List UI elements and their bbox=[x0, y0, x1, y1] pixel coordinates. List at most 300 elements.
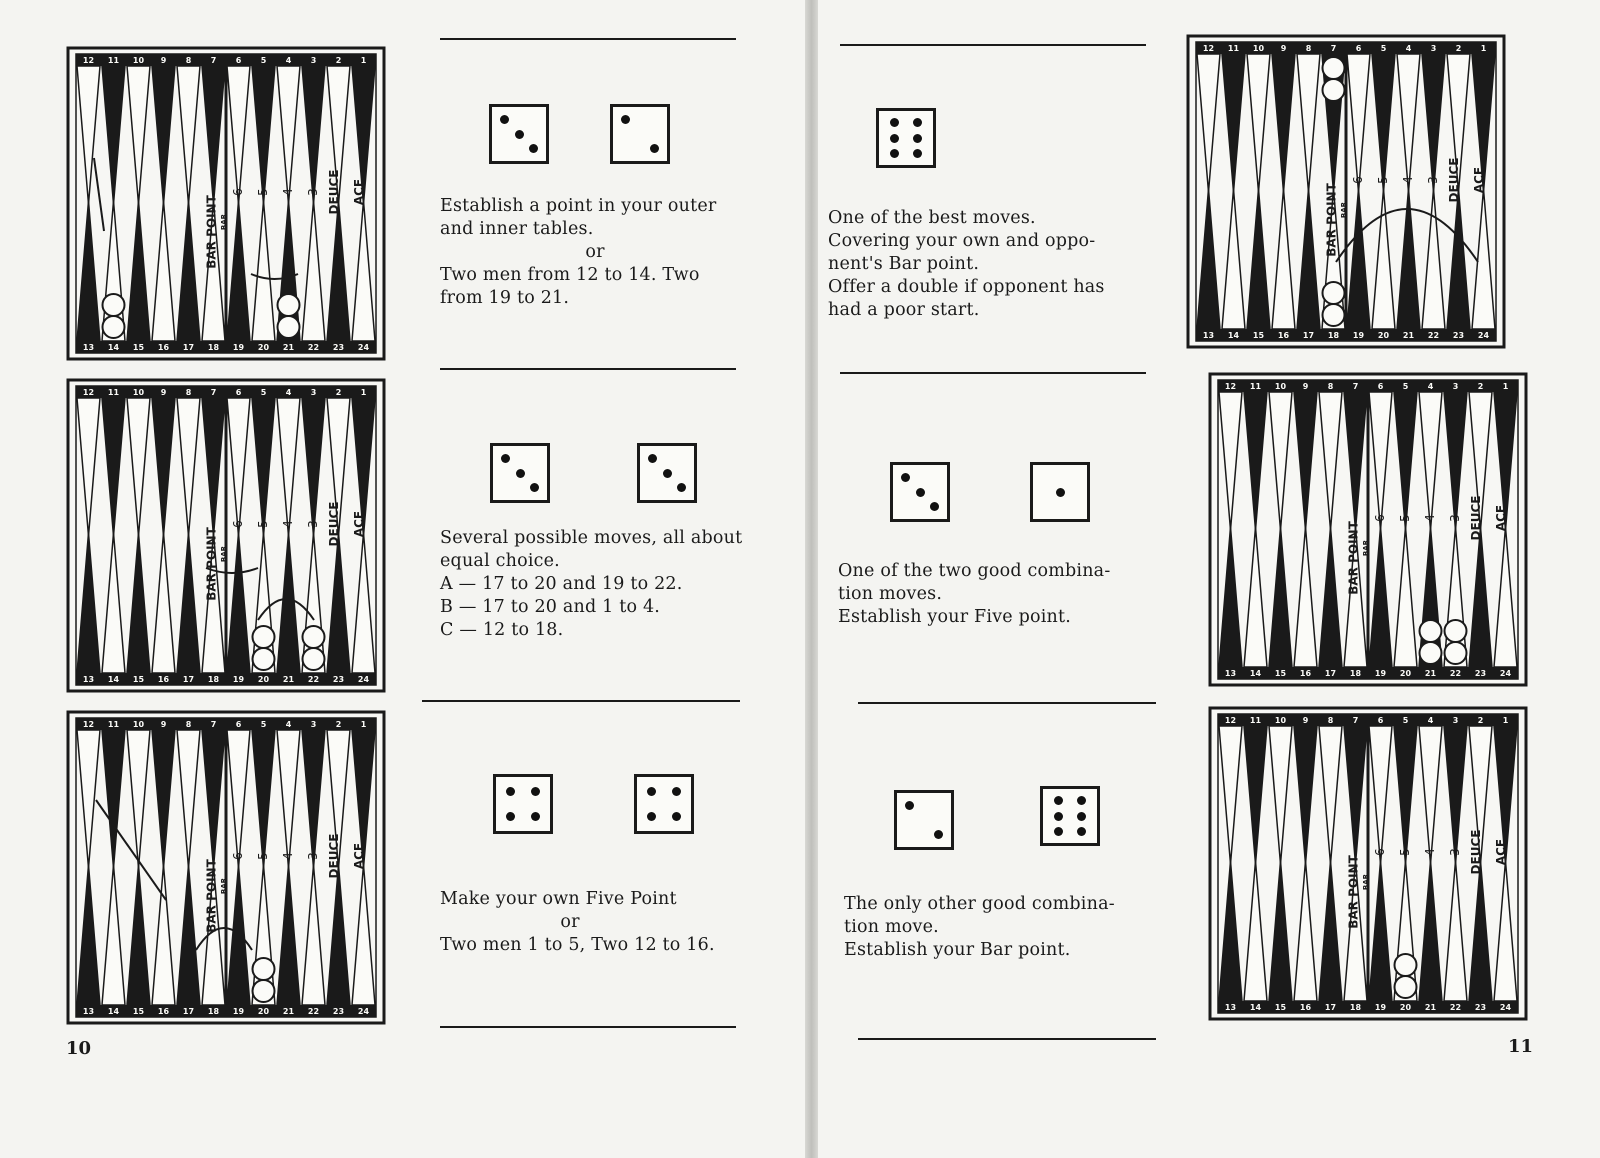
point-number-label: 4 bbox=[281, 188, 295, 196]
point-number-label: 18 bbox=[1327, 331, 1340, 340]
bar-label: BAR bbox=[220, 877, 228, 895]
checker bbox=[103, 316, 125, 338]
ace-label: ACE bbox=[1494, 504, 1508, 532]
point-number-label: 2 bbox=[335, 56, 342, 65]
point-number-label: 15 bbox=[132, 343, 145, 352]
point-number-label: 7 bbox=[1352, 382, 1359, 391]
bottom-label-strip bbox=[76, 1005, 376, 1017]
point-number-label: 16 bbox=[1299, 669, 1312, 678]
die-pip bbox=[934, 830, 943, 839]
point-number-label: 18 bbox=[1349, 669, 1362, 678]
die bbox=[876, 108, 936, 168]
checker bbox=[1323, 304, 1345, 326]
point-number-label: 1 bbox=[1480, 44, 1487, 53]
caption-line: Establish your Five point. bbox=[838, 607, 1071, 627]
point-number-label: 6 bbox=[1373, 848, 1387, 856]
die-pip bbox=[531, 812, 540, 821]
point-number-label: 2 bbox=[335, 388, 342, 397]
point-number-label: 9 bbox=[160, 56, 167, 65]
die-pip bbox=[1054, 796, 1063, 805]
point-number-label: 5 bbox=[1376, 176, 1390, 184]
point-number-label: 3 bbox=[310, 388, 317, 397]
point-number-label: 9 bbox=[160, 388, 167, 397]
die-pip bbox=[1054, 812, 1063, 821]
caption-line: tion moves. bbox=[838, 584, 943, 604]
point-number-label: 5 bbox=[260, 720, 267, 729]
point-number-label: 21 bbox=[282, 343, 295, 352]
point-number-label: 11 bbox=[1249, 716, 1262, 725]
board-svg bbox=[66, 46, 386, 361]
rule bbox=[858, 702, 1156, 704]
point-number-label: 11 bbox=[1249, 382, 1262, 391]
point-number-label: 22 bbox=[1427, 331, 1440, 340]
point-number-label: 6 bbox=[235, 56, 242, 65]
board-svg bbox=[1208, 706, 1528, 1021]
checker bbox=[278, 294, 300, 316]
bar-point-label: BAR POINT bbox=[1324, 183, 1339, 257]
gutter bbox=[805, 0, 818, 1158]
point-number-label: 22 bbox=[307, 1007, 320, 1016]
deuce-label: DEUCE bbox=[1469, 495, 1483, 541]
die bbox=[1040, 786, 1100, 846]
die-pip bbox=[901, 473, 910, 482]
point-number-label: 6 bbox=[231, 188, 245, 196]
board-svg bbox=[66, 378, 386, 693]
point-number-label: 7 bbox=[210, 56, 217, 65]
point-number-label: 3 bbox=[306, 188, 320, 196]
point-number-label: 13 bbox=[1224, 669, 1237, 678]
point-number-label: 5 bbox=[256, 852, 270, 860]
point-number-label: 22 bbox=[307, 343, 320, 352]
bar-label: BAR bbox=[220, 213, 228, 231]
point-number-label: 19 bbox=[232, 343, 245, 352]
bottom-label-strip bbox=[1218, 1001, 1518, 1013]
point-number-label: 15 bbox=[1274, 669, 1287, 678]
point-number-label: 3 bbox=[310, 56, 317, 65]
die bbox=[1030, 462, 1090, 522]
point-number-label: 22 bbox=[1449, 1003, 1462, 1012]
die bbox=[890, 462, 950, 522]
point-number-label: 16 bbox=[157, 675, 170, 684]
bar-label: BAR bbox=[220, 545, 228, 563]
point-number-label: 1 bbox=[360, 56, 367, 65]
point-number-label: 8 bbox=[1327, 382, 1334, 391]
point-number-label: 12 bbox=[1224, 716, 1237, 725]
point-number-label: 3 bbox=[306, 852, 320, 860]
bar-label: BAR bbox=[1340, 201, 1348, 219]
checker bbox=[253, 626, 275, 648]
point-number-label: 22 bbox=[1449, 669, 1462, 678]
point-number-label: 17 bbox=[182, 675, 195, 684]
point-number-label: 23 bbox=[1474, 1003, 1487, 1012]
checker bbox=[1420, 642, 1442, 664]
die bbox=[634, 774, 694, 834]
die-pip bbox=[913, 149, 922, 158]
caption-line: One of the two good combina- bbox=[838, 561, 1111, 581]
die-pip bbox=[647, 812, 656, 821]
point-number-label: 22 bbox=[307, 675, 320, 684]
rule bbox=[840, 44, 1146, 46]
point-number-label: 1 bbox=[360, 388, 367, 397]
point-number-label: 6 bbox=[1373, 514, 1387, 522]
point-number-label: 19 bbox=[232, 1007, 245, 1016]
bar-point-label: BAR POINT bbox=[204, 527, 219, 601]
die-pip bbox=[913, 134, 922, 143]
point-number-label: 10 bbox=[1274, 716, 1287, 725]
point-number-label: 5 bbox=[1398, 514, 1412, 522]
top-label-strip bbox=[1218, 714, 1518, 726]
point-number-label: 11 bbox=[107, 720, 120, 729]
die-pip bbox=[1054, 827, 1063, 836]
point-number-label: 5 bbox=[1402, 382, 1409, 391]
point-number-label: 1 bbox=[1502, 382, 1509, 391]
point-number-label: 11 bbox=[1227, 44, 1240, 53]
point-number-label: 2 bbox=[1477, 382, 1484, 391]
die bbox=[637, 443, 697, 503]
point-number-label: 7 bbox=[210, 720, 217, 729]
die-pip bbox=[1077, 796, 1086, 805]
die-pip bbox=[890, 118, 899, 127]
point-number-label: 10 bbox=[132, 56, 145, 65]
die bbox=[490, 443, 550, 503]
point-number-label: 8 bbox=[185, 720, 192, 729]
point-number-label: 17 bbox=[1302, 331, 1315, 340]
die-pip bbox=[531, 787, 540, 796]
ace-label: ACE bbox=[352, 510, 366, 538]
point-number-label: 15 bbox=[132, 1007, 145, 1016]
point-number-label: 10 bbox=[1252, 44, 1265, 53]
point-number-label: 9 bbox=[160, 720, 167, 729]
point-number-label: 20 bbox=[257, 343, 270, 352]
point-number-label: 10 bbox=[132, 720, 145, 729]
die-pip bbox=[506, 812, 515, 821]
point-number-label: 23 bbox=[332, 675, 345, 684]
point-number-label: 1 bbox=[1502, 716, 1509, 725]
die-pip bbox=[1056, 488, 1065, 497]
top-label-strip bbox=[1218, 380, 1518, 392]
point-number-label: 17 bbox=[182, 343, 195, 352]
checker bbox=[253, 980, 275, 1002]
die-pip bbox=[530, 483, 539, 492]
point-number-label: 17 bbox=[182, 1007, 195, 1016]
point-number-label: 3 bbox=[1426, 176, 1440, 184]
ace-label: ACE bbox=[352, 842, 366, 870]
board-diagram-1 bbox=[66, 46, 386, 361]
point-number-label: 12 bbox=[82, 720, 95, 729]
point-number-label: 13 bbox=[82, 343, 95, 352]
point-number-label: 4 bbox=[281, 520, 295, 528]
point-number-label: 21 bbox=[282, 1007, 295, 1016]
point-number-label: 9 bbox=[1302, 716, 1309, 725]
point-number-label: 19 bbox=[1374, 669, 1387, 678]
point-number-label: 5 bbox=[1402, 716, 1409, 725]
point-number-label: 15 bbox=[1274, 1003, 1287, 1012]
point-number-label: 4 bbox=[1401, 176, 1415, 184]
die-pip bbox=[672, 812, 681, 821]
point-number-label: 14 bbox=[107, 1007, 120, 1016]
point-number-label: 21 bbox=[1402, 331, 1415, 340]
die-pip bbox=[916, 488, 925, 497]
die-pip bbox=[890, 134, 899, 143]
caption-move-1 bbox=[828, 207, 1158, 322]
point-number-label: 21 bbox=[1424, 1003, 1437, 1012]
point-number-label: 6 bbox=[1355, 44, 1362, 53]
point-number-label: 7 bbox=[1352, 716, 1359, 725]
bottom-label-strip bbox=[76, 341, 376, 353]
point-number-label: 15 bbox=[1252, 331, 1265, 340]
bar-label: BAR bbox=[1362, 539, 1370, 557]
point-number-label: 4 bbox=[285, 720, 292, 729]
point-number-label: 4 bbox=[1405, 44, 1412, 53]
caption-line: Establish a point in your outer bbox=[440, 196, 717, 216]
point-number-label: 19 bbox=[232, 675, 245, 684]
die-pip bbox=[647, 787, 656, 796]
point-number-label: 21 bbox=[282, 675, 295, 684]
board-svg bbox=[1186, 34, 1506, 349]
checker bbox=[303, 648, 325, 670]
point-number-label: 6 bbox=[1377, 716, 1384, 725]
point-number-label: 12 bbox=[82, 388, 95, 397]
point-number-label: 19 bbox=[1374, 1003, 1387, 1012]
bar-point-label: BAR POINT bbox=[1346, 521, 1361, 595]
die-pip bbox=[1077, 812, 1086, 821]
board-diagram-5 bbox=[1208, 372, 1528, 687]
caption-move-2 bbox=[440, 527, 760, 642]
bar-label: BAR bbox=[1362, 873, 1370, 891]
point-number-label: 13 bbox=[1202, 331, 1215, 340]
checker bbox=[253, 958, 275, 980]
point-number-label: 3 bbox=[306, 520, 320, 528]
point-number-label: 2 bbox=[1477, 716, 1484, 725]
bar-point-label: BAR POINT bbox=[1346, 855, 1361, 929]
point-number-label: 12 bbox=[1202, 44, 1215, 53]
caption-line: or bbox=[585, 242, 605, 262]
caption-move-1 bbox=[440, 195, 750, 310]
caption-line: had a poor start. bbox=[828, 300, 980, 320]
caption-line: C — 12 to 18. bbox=[440, 620, 564, 640]
point-number-label: 16 bbox=[1277, 331, 1290, 340]
caption-move-3 bbox=[440, 888, 760, 957]
point-number-label: 24 bbox=[1499, 669, 1512, 678]
rule bbox=[440, 1026, 736, 1028]
checker bbox=[1323, 79, 1345, 101]
bottom-label-strip bbox=[1218, 667, 1518, 679]
point-number-label: 11 bbox=[107, 56, 120, 65]
point-number-label: 4 bbox=[1423, 514, 1437, 522]
top-label-strip bbox=[76, 386, 376, 398]
point-number-label: 24 bbox=[357, 675, 370, 684]
deuce-label: DEUCE bbox=[1469, 829, 1483, 875]
point-number-label: 14 bbox=[107, 343, 120, 352]
caption-line: Establish your Bar point. bbox=[844, 940, 1071, 960]
checker bbox=[1395, 954, 1417, 976]
top-label-strip bbox=[1196, 42, 1496, 54]
point-number-label: 23 bbox=[1474, 669, 1487, 678]
point-number-label: 18 bbox=[207, 343, 220, 352]
point-number-label: 8 bbox=[185, 56, 192, 65]
bar-point-label: BAR POINT bbox=[204, 195, 219, 269]
caption-line: Make your own Five Point bbox=[440, 889, 677, 909]
rule bbox=[422, 700, 740, 702]
point-number-label: 6 bbox=[1351, 176, 1365, 184]
point-number-label: 17 bbox=[1324, 669, 1337, 678]
rule bbox=[858, 1038, 1156, 1040]
point-number-label: 21 bbox=[1424, 669, 1437, 678]
point-number-label: 10 bbox=[1274, 382, 1287, 391]
checker bbox=[278, 316, 300, 338]
die-pip bbox=[663, 469, 672, 478]
point-number-label: 14 bbox=[107, 675, 120, 684]
point-number-label: 4 bbox=[1423, 848, 1437, 856]
checker bbox=[303, 626, 325, 648]
caption-move-2 bbox=[838, 560, 1168, 629]
die-pip bbox=[890, 149, 899, 158]
point-number-label: 20 bbox=[1377, 331, 1390, 340]
caption-line: The only other good combina- bbox=[844, 894, 1115, 914]
point-number-label: 3 bbox=[1430, 44, 1437, 53]
point-number-label: 24 bbox=[357, 1007, 370, 1016]
point-number-label: 12 bbox=[82, 56, 95, 65]
point-number-label: 4 bbox=[285, 56, 292, 65]
point-number-label: 2 bbox=[1455, 44, 1462, 53]
deuce-label: DEUCE bbox=[327, 501, 341, 547]
top-label-strip bbox=[76, 54, 376, 66]
point-number-label: 9 bbox=[1280, 44, 1287, 53]
point-number-label: 2 bbox=[335, 720, 342, 729]
point-number-label: 16 bbox=[157, 1007, 170, 1016]
die-pip bbox=[506, 787, 515, 796]
checker bbox=[1445, 620, 1467, 642]
point-number-label: 14 bbox=[1249, 669, 1262, 678]
caption-line: and inner tables. bbox=[440, 219, 594, 239]
point-number-label: 6 bbox=[235, 720, 242, 729]
point-number-label: 14 bbox=[1249, 1003, 1262, 1012]
caption-line: One of the best moves. bbox=[828, 208, 1036, 228]
right-page bbox=[818, 0, 1600, 1158]
die-pip bbox=[515, 130, 524, 139]
point-number-label: 5 bbox=[1380, 44, 1387, 53]
checker bbox=[1323, 57, 1345, 79]
bottom-label-strip bbox=[76, 673, 376, 685]
die-pip bbox=[501, 454, 510, 463]
caption-line: nent's Bar point. bbox=[828, 254, 980, 274]
point-number-label: 8 bbox=[1327, 716, 1334, 725]
page-number: 11 bbox=[1508, 1036, 1534, 1057]
die bbox=[894, 790, 954, 850]
point-number-label: 5 bbox=[260, 388, 267, 397]
point-number-label: 7 bbox=[210, 388, 217, 397]
point-number-label: 24 bbox=[357, 343, 370, 352]
point-number-label: 19 bbox=[1352, 331, 1365, 340]
die-pip bbox=[529, 144, 538, 153]
point-number-label: 4 bbox=[1427, 716, 1434, 725]
die-pip bbox=[672, 787, 681, 796]
point-number-label: 3 bbox=[310, 720, 317, 729]
board-diagram-6 bbox=[1208, 706, 1528, 1021]
checker bbox=[253, 648, 275, 670]
point-number-label: 12 bbox=[1224, 382, 1237, 391]
point-number-label: 23 bbox=[332, 343, 345, 352]
point-number-label: 3 bbox=[1452, 382, 1459, 391]
point-number-label: 23 bbox=[332, 1007, 345, 1016]
die-pip bbox=[930, 502, 939, 511]
caption-line: Two men 1 to 5, Two 12 to 16. bbox=[440, 935, 715, 955]
point-number-label: 18 bbox=[1349, 1003, 1362, 1012]
point-number-label: 4 bbox=[281, 852, 295, 860]
point-number-label: 20 bbox=[1399, 1003, 1412, 1012]
point-number-label: 4 bbox=[1427, 382, 1434, 391]
caption-line: Several possible moves, all about bbox=[440, 528, 743, 548]
deuce-label: DEUCE bbox=[1447, 157, 1461, 203]
caption-line: Two men from 12 to 14. Two bbox=[440, 265, 700, 285]
ace-label: ACE bbox=[1494, 838, 1508, 866]
board-svg bbox=[66, 710, 386, 1025]
point-number-label: 13 bbox=[82, 1007, 95, 1016]
deuce-label: DEUCE bbox=[327, 169, 341, 215]
die-pip bbox=[621, 115, 630, 124]
caption-line: A — 17 to 20 and 19 to 22. bbox=[440, 574, 683, 594]
die-pip bbox=[905, 801, 914, 810]
ace-label: ACE bbox=[352, 178, 366, 206]
point-number-label: 3 bbox=[1448, 848, 1462, 856]
page-number: 10 bbox=[66, 1038, 92, 1059]
point-number-label: 8 bbox=[1305, 44, 1312, 53]
point-number-label: 5 bbox=[1398, 848, 1412, 856]
bar-point-label: BAR POINT bbox=[204, 859, 219, 933]
die-pip bbox=[648, 454, 657, 463]
point-number-label: 6 bbox=[231, 520, 245, 528]
bottom-label-strip bbox=[1196, 329, 1496, 341]
checker bbox=[103, 294, 125, 316]
caption-line: Offer a double if opponent has bbox=[828, 277, 1105, 297]
point-number-label: 5 bbox=[256, 188, 270, 196]
point-number-label: 6 bbox=[231, 852, 245, 860]
rule bbox=[840, 372, 1146, 374]
deuce-label: DEUCE bbox=[327, 833, 341, 879]
die-pip bbox=[516, 469, 525, 478]
point-number-label: 20 bbox=[257, 675, 270, 684]
rule bbox=[440, 368, 736, 370]
caption-line: from 19 to 21. bbox=[440, 288, 570, 308]
die-pip bbox=[1077, 827, 1086, 836]
caption-line: or bbox=[560, 912, 580, 932]
point-number-label: 8 bbox=[185, 388, 192, 397]
ace-label: ACE bbox=[1472, 166, 1486, 194]
caption-line: B — 17 to 20 and 1 to 4. bbox=[440, 597, 661, 617]
die-pip bbox=[650, 144, 659, 153]
point-number-label: 6 bbox=[235, 388, 242, 397]
point-number-label: 14 bbox=[1227, 331, 1240, 340]
point-number-label: 13 bbox=[82, 675, 95, 684]
point-number-label: 5 bbox=[256, 520, 270, 528]
point-number-label: 4 bbox=[285, 388, 292, 397]
point-number-label: 11 bbox=[107, 388, 120, 397]
die bbox=[610, 104, 670, 164]
caption-line: Covering your own and oppo- bbox=[828, 231, 1096, 251]
point-number-label: 20 bbox=[257, 1007, 270, 1016]
board-diagram-3 bbox=[66, 710, 386, 1025]
point-number-label: 16 bbox=[1299, 1003, 1312, 1012]
caption-line: equal choice. bbox=[440, 551, 560, 571]
point-number-label: 9 bbox=[1302, 382, 1309, 391]
checker bbox=[1445, 642, 1467, 664]
point-number-label: 15 bbox=[132, 675, 145, 684]
die bbox=[493, 774, 553, 834]
caption-line: tion move. bbox=[844, 917, 939, 937]
board-svg bbox=[1208, 372, 1528, 687]
point-number-label: 1 bbox=[360, 720, 367, 729]
die bbox=[489, 104, 549, 164]
